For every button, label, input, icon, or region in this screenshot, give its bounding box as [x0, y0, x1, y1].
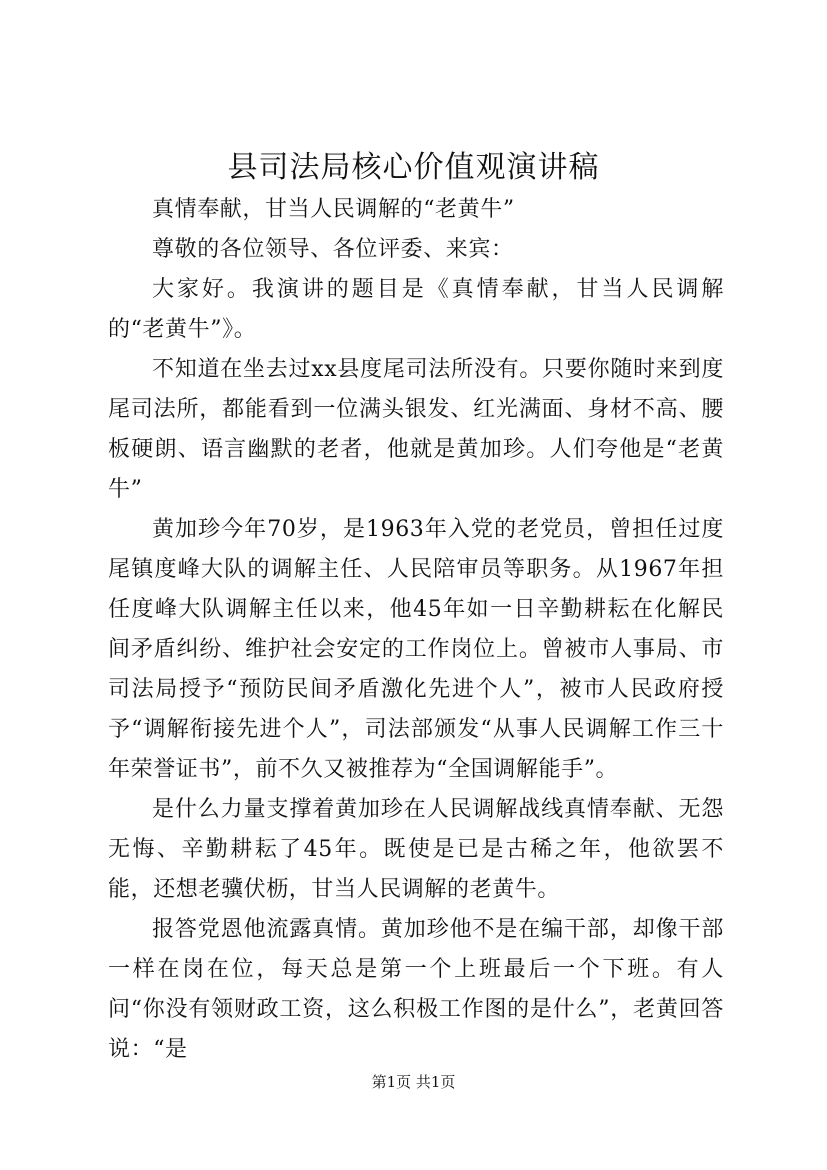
document-body	[108, 190, 724, 1070]
paragraph-greeting: 大家好。我演讲的题目是《真情奉献，甘当人民调解的“老黄牛”》。	[108, 277, 724, 342]
page-footer: 第1页 共1页	[371, 1073, 456, 1091]
paragraph-dedication: 报答党恩他流露真情。黄加珍他不是在编干部，却像干部一样在岗在位，每天总是第一个上班最后一个下班。有人问“你没有领财政工资，这么积极工作图的是什么”，老黄回答说：“是	[108, 917, 724, 1062]
paragraph-salutation: 尊敬的各位领导、各位评委、来宾：	[152, 237, 514, 262]
paragraph-biography: 黄加珍今年70岁，是1963年入党的老党员，曾担任过度尾镇度峰大队的调解主任、人民陪审员等职务。从1967年担任度峰大队调解主任以来，他45年如一日辛勤耕耘在化解民间矛盾纠纷、维护社会安定的工作岗位上。曾被市人事局、市司法局授予“预防民间矛盾激化先进个人”，被市人民政府授予“调解衔接先进个人”，司法部颁发“从事人民调解工作三十年荣誉证书”，前不久又被推荐为“全国调解能手”。	[108, 517, 724, 782]
document-title: 县司法局核心价值观演讲稿	[227, 150, 600, 185]
paragraph-introduction: 不知道在坐去过xx县度尾司法所没有。只要你随时来到度尾司法所，都能看到一位满头银发、红光满面、身材不高、腰板硬朗、语言幽默的老者，他就是黄加珍。人们夸他是“老黄牛”	[108, 357, 724, 502]
paragraph-subtitle: 真情奉献，甘当人民调解的“老黄牛”	[152, 197, 515, 222]
paragraph-motivation: 是什么力量支撑着黄加珍在人民调解战线真情奉献、无怨无悔、辛勤耕耘了45年。既使是已是古稀之年，他欲罢不能，还想老骥伏枥，甘当人民调解的老黄牛。	[108, 797, 724, 902]
